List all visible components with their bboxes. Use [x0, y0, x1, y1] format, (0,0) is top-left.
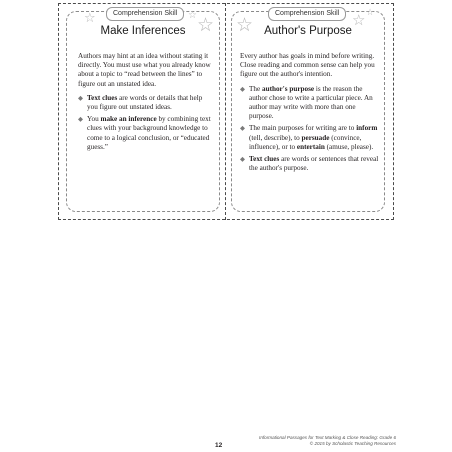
item-text: is the reason the author chose to write a particular piece. An author may write with more than one purpose. [249, 84, 373, 121]
item-text: (tell, describe), to [249, 133, 302, 142]
card-title: Author's Purpose [264, 25, 352, 37]
bold-term: make an inference [100, 115, 157, 124]
item-text: The main purposes for writing are to [249, 124, 357, 133]
bullet-list [78, 94, 212, 152]
list-item [240, 124, 380, 152]
star-icon: ☆ [366, 8, 375, 18]
star-icon: ☆ [188, 10, 197, 21]
list-item [240, 155, 380, 173]
page-number: 12 [215, 442, 223, 449]
card-body [78, 52, 212, 155]
item-text: (convince, influence), or to [249, 133, 362, 151]
bold-term: Text clues [249, 155, 280, 164]
diamond-bullet-icon: ◆ [78, 115, 83, 124]
cut-line [225, 3, 226, 220]
item-text: The [249, 84, 262, 93]
card-body [240, 52, 380, 176]
list-item [78, 94, 212, 112]
skill-tab: Comprehension Skill [106, 7, 184, 21]
footer-copyright: © 2015 by Scholastic Teaching Resources [309, 441, 396, 446]
footer-book-title: Informational Passages for Text Marking & Close Reading: Grade 6 [259, 435, 396, 440]
item-text: (amuse, please). [324, 142, 374, 151]
item-text: are words or sentences that reveal the author's purpose. [249, 155, 379, 173]
card-title: Make Inferences [100, 25, 186, 37]
bold-term: entertain [296, 142, 325, 151]
skill-tab: Comprehension Skill [268, 7, 346, 21]
intro-paragraph: Authors may hint at an idea without stating it directly. You must use what you already know about a topic to “read between the lines” to figure out an unstated idea. [78, 52, 211, 88]
item-text: by combining text clues with your background knowledge to come to a logical conclusion, or “educated guess.” [87, 115, 211, 151]
diamond-bullet-icon: ◆ [78, 93, 83, 102]
item-text: are words or details that help you figure out unstated ideas. [87, 93, 203, 112]
bold-term: Text clues [87, 93, 118, 102]
bold-term: author's purpose [261, 84, 315, 93]
list-item [78, 115, 212, 152]
star-icon: ☆ [197, 14, 215, 36]
bold-term: inform [356, 124, 378, 133]
intro-paragraph: Every author has goals in mind before writing. Close reading and common sense can help you figure out the author's intention. [240, 52, 375, 79]
diamond-bullet-icon: ◆ [240, 84, 245, 93]
star-icon: ☆ [84, 11, 96, 26]
list-item [240, 85, 380, 122]
diamond-bullet-icon: ◆ [240, 124, 245, 133]
item-text: You [87, 115, 101, 124]
bold-term: persuade [301, 133, 330, 142]
star-icon: ☆ [352, 11, 366, 29]
bullet-list [240, 85, 380, 174]
star-icon: ☆ [236, 14, 254, 36]
diamond-bullet-icon: ◆ [240, 155, 245, 164]
footer-credit [259, 435, 396, 447]
